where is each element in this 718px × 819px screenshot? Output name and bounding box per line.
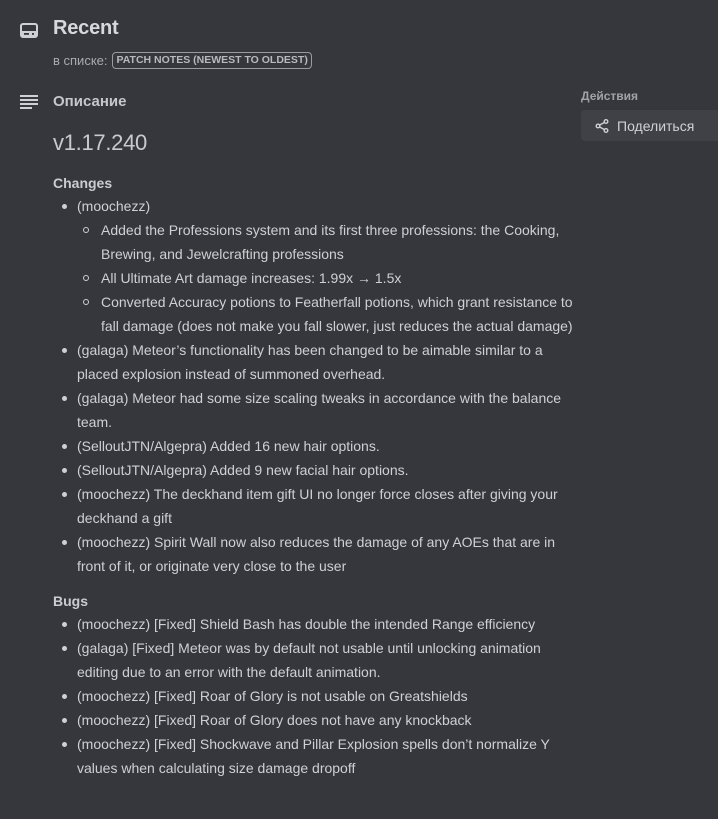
changes-heading: Changes [53, 175, 113, 191]
version-heading: v1.17.240 [53, 130, 147, 155]
list-item: (SelloutJTN/Algepra) Added 9 new facial hair options. [53, 458, 573, 482]
list-item: Converted Accuracy potions to Featherfall potions, which grant resistance to fall damage (does not make you fall slower, just reduces the actual damage) [77, 290, 573, 338]
list-item: (SelloutJTN/Algepra) Added 16 new hair options. [53, 434, 573, 458]
actions-label: Действия [581, 89, 639, 103]
sub-list [77, 218, 573, 338]
list-info [53, 52, 312, 69]
list-item: (galaga) [Fixed] Meteor was by default not usable until unlocking animation editing due to an error with the default animation. [53, 636, 573, 684]
list-item [53, 194, 573, 338]
list-item: (moochezz) [Fixed] Roar of Glory is not usable on Greatshields [53, 684, 573, 708]
list-item: (galaga) Meteor had some size scaling tweaks in accordance with the balance team. [53, 386, 573, 434]
list-item: (moochezz) Spirit Wall now also reduces the damage of any AOEs that are in front of it, or originate very close to the user [53, 530, 573, 578]
card-icon [19, 21, 39, 41]
list-item: (moochezz) [Fixed] Roar of Glory does not have any knockback [53, 708, 573, 732]
list-item-text: (moochezz) [77, 198, 151, 214]
list-item: (galaga) Meteor’s functionality has been changed to be aimable similar to a placed explosion instead of summoned overhead. [53, 338, 573, 386]
share-button[interactable] [581, 110, 718, 141]
text-lines-icon [19, 92, 39, 112]
share-icon [595, 119, 609, 133]
list-item: Added the Professions system and its first three professions: the Cooking, Brewing, and Jewelcrafting professions [77, 218, 573, 266]
list-item: (moochezz) [Fixed] Shield Bash has double the intended Range efficiency [53, 612, 573, 636]
list-item: (moochezz) The deckhand item gift UI no longer force closes after giving your deckhand a gift [53, 482, 573, 530]
in-list-label: в списке: [53, 53, 108, 68]
bugs-heading: Bugs [53, 593, 88, 609]
list-badge[interactable]: PATCH NOTES (NEWEST TO OLDEST) [112, 52, 312, 69]
list-item: (moochezz) [Fixed] Shockwave and Pillar Explosion spells don’t normalize Y values when calculating size damage dropoff [53, 732, 573, 780]
list-item: All Ultimate Art damage increases: 1.99x → 1.5x [77, 266, 573, 290]
card-title: Recent [53, 17, 119, 39]
bugs-list [53, 612, 573, 780]
share-label: Поделиться [617, 117, 695, 134]
description-content [53, 128, 573, 780]
changes-list [53, 194, 573, 578]
description-heading: Описание [53, 93, 127, 110]
